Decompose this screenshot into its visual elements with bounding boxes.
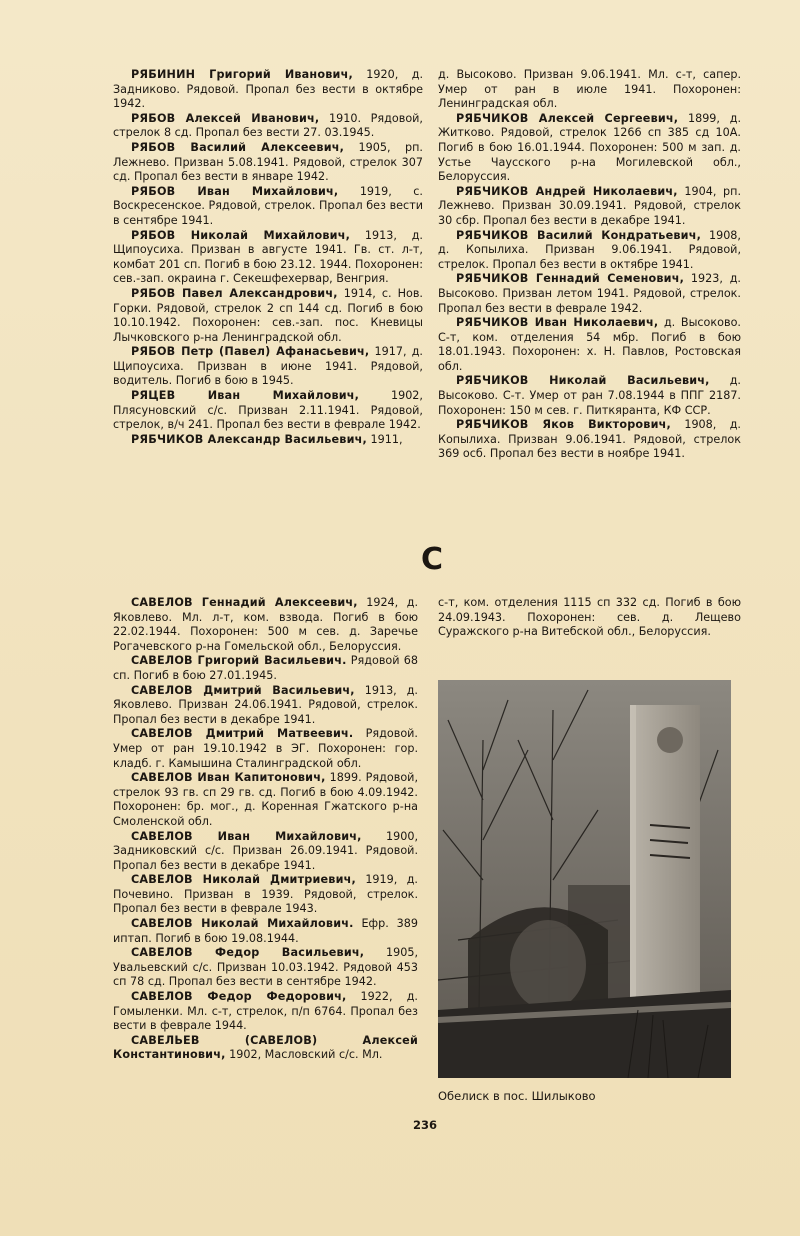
entry-name: РЯБОВ Павел Александрович,: [131, 286, 338, 300]
entry-text: Рядовой 68 сп. Погиб в бою 27.01.1945.: [113, 654, 418, 682]
entry-text: Рядовой. Умер от ран 19.10.1942 в ЭГ. Похоронен: гор. кладб. г. Камышина Сталинградской обл.: [113, 727, 418, 770]
entry-paragraph: [113, 684, 418, 728]
entry-name: РЯБИНИН Григорий Иванович,: [131, 68, 353, 81]
entry-paragraph: [113, 287, 423, 345]
entry-name: РЯБЧИКОВ Александр Васильевич,: [131, 432, 367, 446]
entry-text: 1899. Рядовой, стрелок 93 гв. сп 29 гв. сд. Погиб в бою 4.09.1942. Похоронен: бр. мог., д. Коренная Гжатского р-на Смоленской обл.: [113, 771, 419, 828]
entry-text: Ефр. 389 иптап. Погиб в бою 19.08.1944.: [113, 917, 418, 945]
entry-name: САВЕЛОВ Геннадий Алексеевич,: [131, 596, 358, 609]
entry-name: РЯБОВ Василий Алексеевич,: [131, 140, 345, 154]
entry-text: 1920, д. Задниково. Рядовой. Пропал без вести в октябре 1942.: [113, 68, 424, 111]
entry-name: РЯБЧИКОВ Николай Васильевич,: [456, 374, 710, 388]
entry-text: 1910. Рядовой, стрелок 8 сд. Пропал без вести 27. 03.1945.: [113, 111, 423, 140]
entry-paragraph: [113, 433, 423, 448]
entry-name: РЯБЧИКОВ Андрей Николаевич,: [456, 184, 678, 198]
entry-name: САВЕЛОВ Николай Михайлович.: [131, 917, 354, 931]
entry-text: 1905, рп. Лежнево. Призван 5.08.1941. Рядовой, стрелок 307 сд. Пропал без вести в январе 1942.: [113, 140, 423, 184]
entry-text: 1902, Масловский с/с. Мл.: [225, 1048, 383, 1062]
entry-paragraph: [113, 990, 418, 1034]
entry-paragraph: [113, 229, 423, 287]
entry-name: РЯБЧИКОВ Яков Викторович,: [456, 418, 671, 432]
entry-name: РЯБЧИКОВ Алексей Сергеевич,: [456, 111, 679, 125]
entry-name: РЯБЧИКОВ Василий Кондратьевич,: [456, 228, 702, 242]
entry-text: д. Высоково. Призван 9.06.1941. Мл. с-т, сапер. Умер от ран в июле 1941. Похоронен: Ленинградская обл.: [438, 68, 741, 111]
entry-paragraph: [438, 596, 741, 640]
entry-name: РЯБОВ Алексей Иванович,: [131, 111, 320, 125]
entry-text: 1922, д. Гомыленки. Мл. с-т, стрелок, п/п 6764. Пропал без вести в феврале 1944.: [113, 990, 418, 1033]
entry-text: 1904, рп. Лежнево. Призван 30.09.1941. Рядовой, стрелок 30 сбр. Пропал без вести в декабре 1941.: [438, 184, 741, 227]
entry-paragraph: [113, 1034, 418, 1063]
entry-paragraph: [438, 316, 741, 374]
obelisk-photo: [438, 680, 731, 1078]
entry-paragraph: [438, 374, 741, 418]
entry-text: 1902, Плясуновский с/с. Призван 2.11.1941. Рядовой, стрелок, в/ч 241. Пропал без вести в феврале 1942.: [113, 389, 423, 432]
entry-paragraph: [438, 418, 741, 462]
entry-paragraph: [113, 345, 423, 389]
column-top-left: [113, 68, 423, 447]
entry-name: РЯБЧИКОВ Иван Николаевич,: [456, 316, 659, 330]
entry-text: 1923, д. Высоково. Призван летом 1941. Рядовой, стрелок. Пропал без вести в феврале 1942.: [438, 272, 741, 315]
entry-text: 1919, д. Почевино. Призван в 1939. Рядовой, стрелок. Пропал без вести в феврале 1943.: [113, 873, 418, 916]
entry-paragraph: [113, 771, 418, 829]
entry-text: 1917, д. Щипоусиха. Призван в июне 1941. Рядовой, водитель. Погиб в бою в 1945.: [113, 345, 423, 388]
entry-paragraph: [113, 185, 423, 229]
entry-text: д. Высоково. С-т. Умер от ран 7.08.1944 в ППГ 2187. Похоронен: 150 м сев. г. Питкяранта, КФ ССР.: [438, 374, 741, 417]
photo-caption: Обелиск в пос. Шилыково: [438, 1089, 596, 1103]
entry-text: 1919, с. Воскресенское. Рядовой, стрелок. Пропал без вести в сентябре 1941.: [113, 184, 423, 227]
entry-name: САВЕЛОВ Григорий Васильевич.: [131, 654, 347, 668]
entry-text: 1914, с. Нов. Горки. Рядовой, стрелок 2 сп 144 сд. Погиб в бою 10.10.1942. Похоронен: сев.-зап. пос. Кневицы Лычковского р-на Ленинградской обл.: [113, 286, 423, 344]
entry-paragraph: [113, 596, 418, 654]
entry-paragraph: [438, 229, 741, 273]
entry-paragraph: [113, 141, 423, 185]
entry-name: САВЕЛОВ Федор Васильевич,: [131, 946, 365, 960]
entry-paragraph: [438, 68, 741, 112]
entry-name: САВЕЛОВ Федор Федорович,: [131, 990, 347, 1004]
entry-name: РЯБОВ Петр (Павел) Афанасьевич,: [131, 345, 370, 359]
entry-paragraph: [438, 272, 741, 316]
entry-text: 1924, д. Яковлево. Мл. л-т, ком. взвода. Погиб в бою 22.02.1944. Похоронен: 500 м сев. д. Заречье Рогачевского р-на Гомельской обл., Белоруссия.: [113, 596, 419, 653]
entry-text: с-т, ком. отделения 1115 сп 332 сд. Погиб в бою 24.09.1943. Похоронен: сев. д. Лещево Суражского р-на Витебской обл., Белоруссия.: [438, 596, 741, 639]
entry-text: 1911,: [366, 432, 403, 446]
entry-paragraph: [113, 389, 423, 433]
page-number: 236: [412, 1118, 437, 1132]
entry-name: САВЕЛОВ Дмитрий Матвеевич.: [131, 727, 354, 741]
entry-name: САВЕЛОВ Иван Михайлович,: [131, 829, 362, 843]
entry-name: РЯЦЕВ Иван Михайлович,: [131, 389, 360, 403]
entry-text: 1899, д. Житково. Рядовой, стрелок 1266 сп 385 сд 10А. Погиб в бою 16.01.1944. Похоронен: 500 м зап. д. Устье Чаусского р-на Могилевской обл., Белоруссия.: [438, 111, 742, 184]
entry-text: д. Высоково. С-т, ком. отделения 54 мбр. Погиб в бою 18.01.1943. Похоронен: х. Н. Павлов, Ростовская обл.: [438, 316, 741, 373]
column-bottom-left: [113, 596, 418, 1063]
entry-paragraph: [113, 68, 423, 112]
entry-paragraph: [113, 873, 418, 917]
entry-paragraph: [113, 830, 418, 874]
entry-paragraph: [113, 946, 418, 990]
section-letter: С: [420, 542, 444, 577]
entry-name: РЯБОВ Николай Михайлович,: [131, 228, 351, 242]
column-top-right: [438, 68, 741, 462]
entry-text: 1908, д. Копылиха. Призван 9.06.1941. Рядовой, стрелок 369 осб. Пропал без вести в ноябре 1941.: [438, 418, 741, 461]
entry-text: 1900, Задниковский с/с. Призван 26.09.1941. Рядовой. Пропал без вести в декабре 1941.: [113, 829, 419, 872]
entry-paragraph: [113, 917, 418, 946]
entry-paragraph: [438, 112, 741, 185]
entry-name: РЯБЧИКОВ Геннадий Семенович,: [456, 272, 685, 286]
entry-name: САВЕЛЬЕВ (САВЕЛОВ) Алексей Константинович,: [113, 1033, 418, 1062]
entry-paragraph: [438, 185, 741, 229]
entry-paragraph: [113, 112, 423, 141]
entry-paragraph: [113, 654, 418, 683]
entry-name: РЯБОВ Иван Михайлович,: [131, 184, 339, 198]
entry-text: 1908, д. Копылиха. Призван 9.06.1941. Рядовой, стрелок. Пропал без вести в октябре 1941.: [438, 228, 741, 271]
entry-text: 1913, д. Щипоусиха. Призван в августе 1941. Гв. ст. л-т, комбат 201 сп. Погиб в бою 23.12. 1944. Похоронен: сев.-зап. окраина г. Секешфехервар, Венгрия.: [113, 228, 423, 286]
entry-paragraph: [113, 727, 418, 771]
entry-text: 1905, Увальевский с/с. Призван 10.03.1942. Рядовой 453 сп 78 сд. Пропал без вести в сентябре 1942.: [113, 946, 418, 989]
entry-name: САВЕЛОВ Дмитрий Васильевич,: [131, 683, 355, 697]
column-bottom-right: [438, 596, 741, 640]
entry-name: САВЕЛОВ Николай Дмитриевич,: [131, 873, 356, 887]
entry-name: САВЕЛОВ Иван Капитонович,: [131, 771, 326, 785]
entry-text: 1913, д. Яковлево. Призван 24.06.1941. Рядовой, стрелок. Пропал без вести в декабре 1941.: [113, 683, 418, 726]
